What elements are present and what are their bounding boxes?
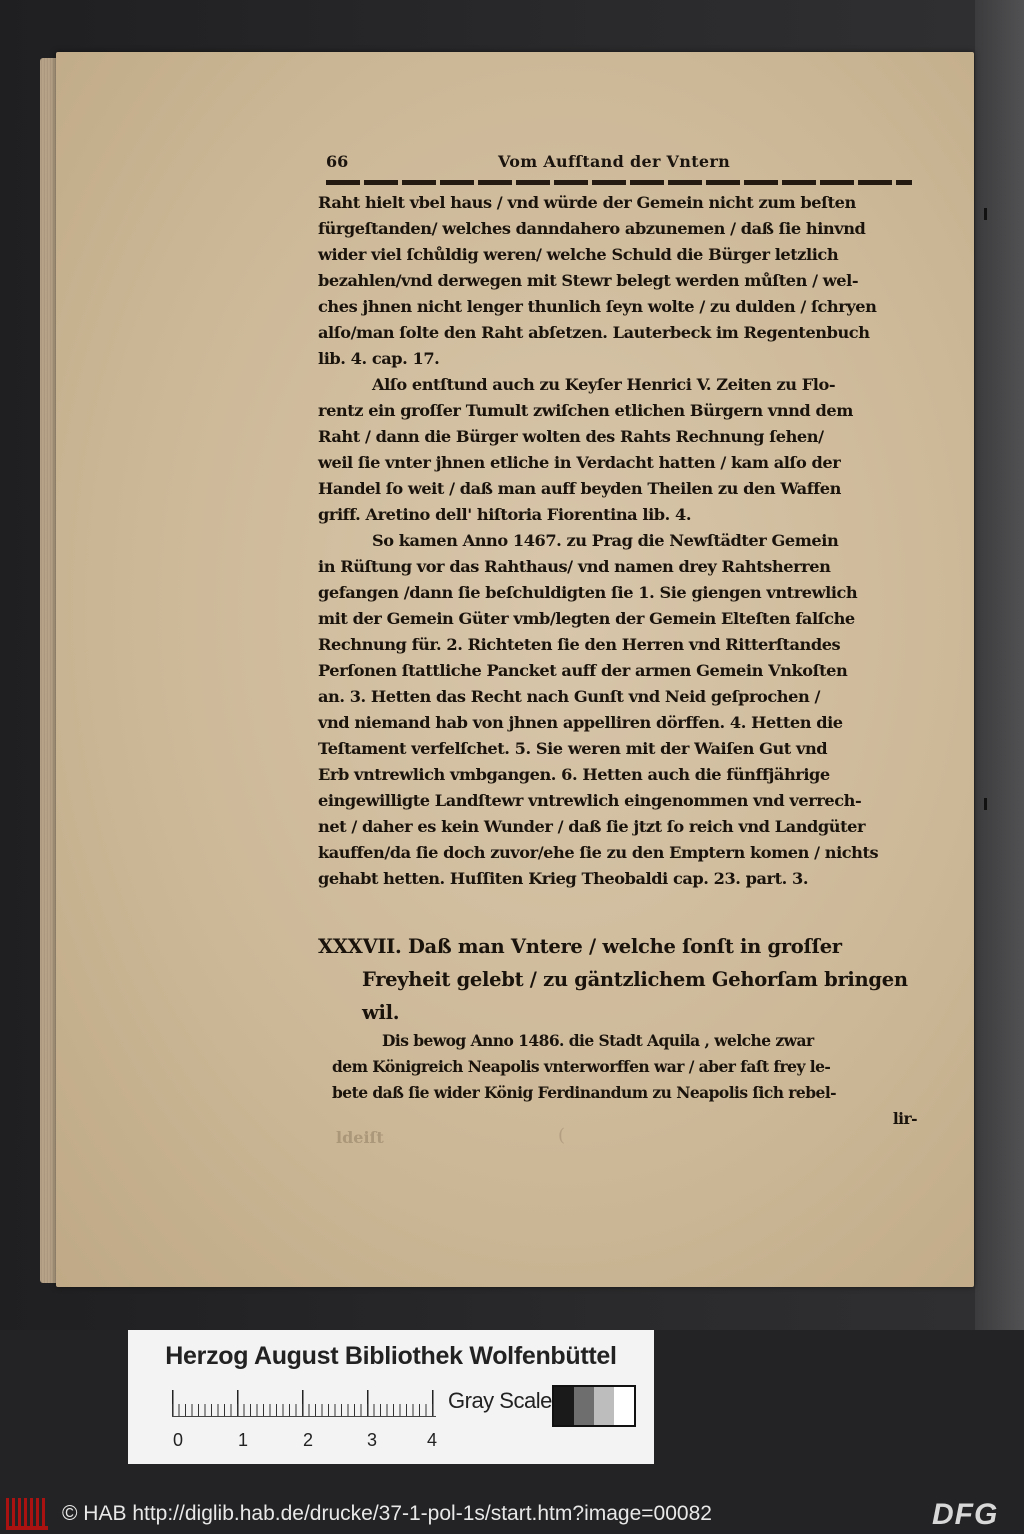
scale-tick-label: 2 — [302, 1430, 313, 1450]
text-line: Raht hielt vbel haus / vnd würde der Gemein nicht zum beſten — [318, 193, 856, 212]
running-title: Vom Aufſtand der Vntern — [498, 152, 731, 171]
footer-bar — [0, 1494, 1024, 1534]
heading-line: wil. — [362, 1001, 400, 1024]
library-name: Herzog August Bibliothek Wolfenbüttel — [165, 1342, 617, 1370]
text-line: Alſo entſtund auch zu Keyſer Henrici V. Zeiten zu Flo- — [372, 375, 836, 394]
text-line: in Rüſtung vor das Rahthaus/ vnd namen drey Rahtsherren — [318, 557, 831, 576]
gray-swatch — [554, 1387, 574, 1425]
scale-tick-label: 0 — [172, 1430, 183, 1450]
text-line: mit der Gemein Güter vmb/legten der Gemein Elteſten falſche — [318, 609, 855, 628]
scanner-mark — [984, 798, 987, 810]
text-line: ches jhnen nicht lenger thunlich ſeyn wolte / zu dulden / ſchryen — [318, 297, 877, 316]
gray-scale-label: Gray Scale — [448, 1388, 552, 1413]
scanner-mark — [984, 208, 987, 220]
text-line: wider viel ſchůldig weren/ welche Schuld die Bürger letzlich — [318, 245, 839, 264]
page-body-continued — [332, 1028, 917, 1132]
text-line: kauffen/da ſie doch zuvor/ehe ſie zu den Emptern komen / nichts — [318, 843, 879, 862]
permalink-credit[interactable]: © HAB http://diglib.hab.de/drucke/37-1-pol-1s/start.htm?image=00082 — [62, 1502, 712, 1525]
text-line: rentz ein groſſer Tumult zwiſchen etlichen Bürgern vnnd dem — [318, 401, 853, 420]
measurement-scale — [172, 1388, 436, 1417]
bleed-through-text: ldeiſt — [336, 1128, 384, 1147]
text-line: So kamen Anno 1467. zu Prag die Newſtädter Gemein — [372, 531, 839, 550]
text-line: Handel ſo weit / daß man auff beyden Theilen zu den Waffen — [318, 479, 841, 498]
page-body — [318, 190, 918, 892]
section-heading — [318, 930, 918, 1029]
text-line: lib. 4. cap. 17. — [318, 349, 440, 368]
gray-swatch — [594, 1387, 614, 1425]
hab-barcode-logo-icon — [6, 1498, 48, 1530]
text-line: Erb vntrewlich vmbgangen. 6. Hetten auch die fünffjährige — [318, 765, 830, 784]
text-line: net / daher es kein Wunder / daß ſie jtzt ſo reich vnd Landgüter — [318, 817, 866, 836]
text-line: bete daß ſie wider König Ferdinandum zu Neapolis ſich rebel- — [332, 1083, 837, 1102]
text-line: bezahlen/vnd derwegen mit Stewr belegt werden můſten / wel- — [318, 271, 859, 290]
scale-tick-label: 3 — [366, 1430, 377, 1450]
heading-line: XXXVII. Daß man Vntere / welche ſonſt in groſſer — [318, 935, 842, 958]
text-line: alſo/man ſolte den Raht abſetzen. Lauterbeck im Regentenbuch — [318, 323, 870, 342]
text-line: griff. Aretino dell' hiſtoria Fiorentina lib. 4. — [318, 505, 692, 524]
gray-swatch — [614, 1387, 634, 1425]
text-line: fürgeſtanden/ welches danndahero abzunemen / daß ſie hinvnd — [318, 219, 866, 238]
text-line: Perſonen ſtattliche Pancket auff der armen Gemein Vnkoſten — [318, 661, 848, 680]
gray-scale-swatches — [552, 1385, 636, 1427]
heading-line: Freyheit gelebt / zu gäntzlichem Gehorſam bringen — [362, 968, 908, 991]
header-rule — [326, 180, 912, 185]
catchword: lir- — [892, 1109, 917, 1128]
text-line: Rechnung für. 2. Richteten ſie den Herren vnd Ritterſtandes — [318, 635, 841, 654]
text-line: weil ſie vnter jhnen etliche in Verdacht hatten / kam alſo der — [318, 453, 841, 472]
text-line: an. 3. Hetten das Recht nach Gunſt vnd Neid geſprochen / — [318, 687, 820, 706]
text-line: Teſtament verfelſchet. 5. Sie weren mit der Waiſen Gut vnd — [318, 739, 828, 758]
bleed-through-mark: ( — [558, 1125, 566, 1146]
text-line: Dis bewog Anno 1486. die Stadt Aquila , welche zwar — [382, 1031, 814, 1050]
color-target-card — [128, 1330, 654, 1464]
page-header — [326, 148, 916, 178]
scale-tick-label: 4 — [426, 1430, 437, 1450]
text-line: gefangen /dann ſie beſchuldigten ſie 1. Sie giengen vntrewlich — [318, 583, 858, 602]
dfg-logo: DFG — [932, 1498, 999, 1531]
scale-tick-label: 1 — [237, 1430, 248, 1450]
page-number: 66 — [326, 152, 349, 171]
text-line: gehabt hetten. Huſſiten Krieg Theobaldi cap. 23. part. 3. — [318, 869, 809, 888]
text-line: dem Königreich Neapolis vnterworffen war / aber faſt frey le- — [332, 1057, 831, 1076]
plastic-sleeve — [975, 0, 1024, 1330]
text-line: eingewilligte Landſtewr vntrewlich eingenommen vnd verrech- — [318, 791, 862, 810]
gray-swatch — [574, 1387, 594, 1425]
text-line: Raht / dann die Bürger wolten des Rahts Rechnung ſehen/ — [318, 427, 824, 446]
text-line: vnd niemand hab von jhnen appelliren dörffen. 4. Hetten die — [318, 713, 843, 732]
